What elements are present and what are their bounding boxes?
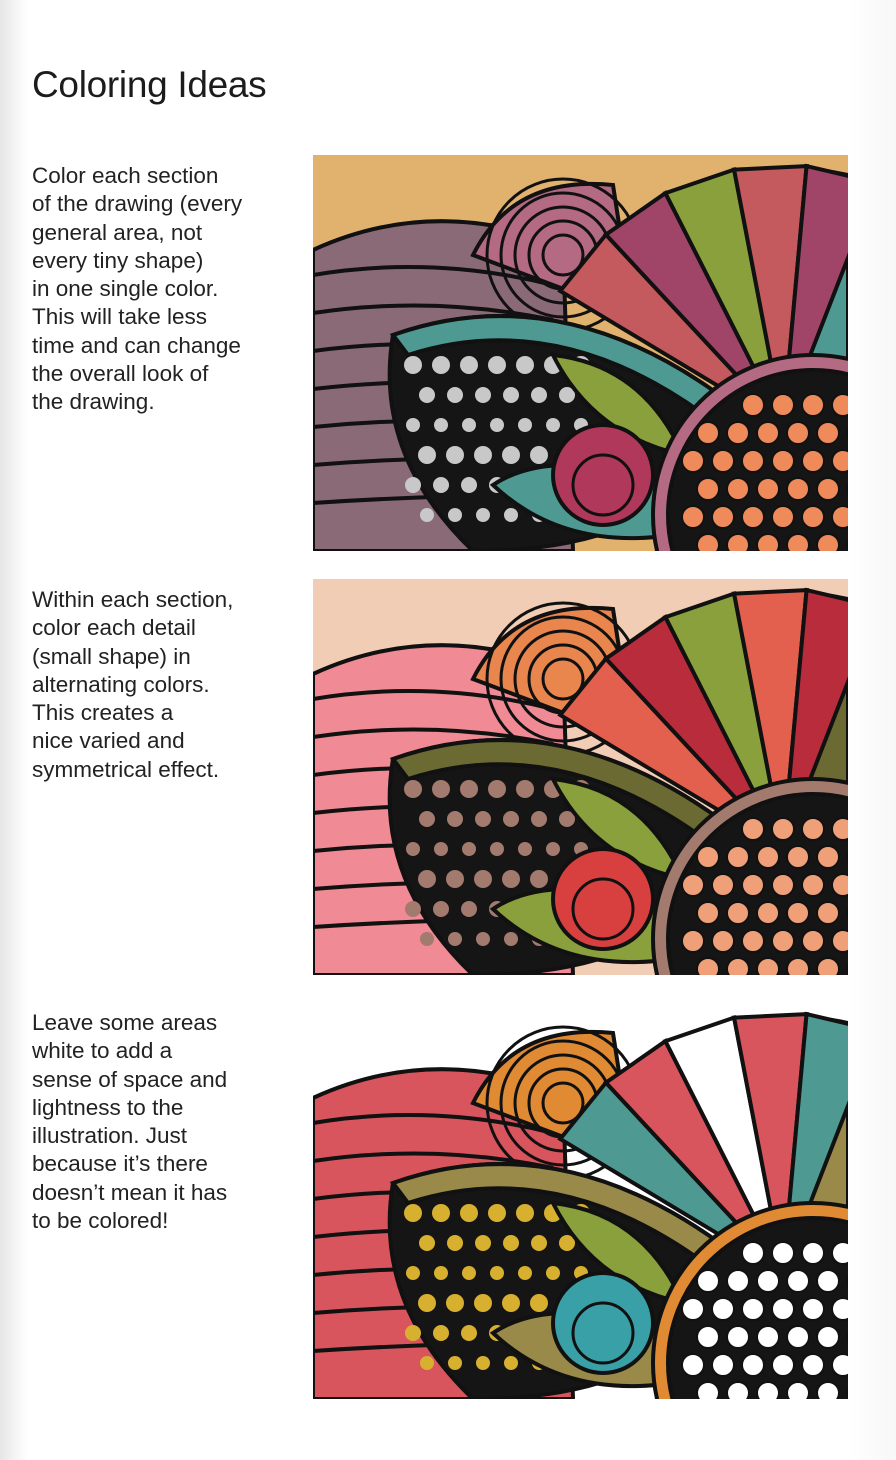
idea-text-leave-white: Leave some areas white to add a sense of space and lightness to the illustration. Just because it’s there doesn’t mean it has to be colored! — [32, 1010, 228, 1234]
illustration-alternating-colors — [313, 579, 848, 975]
page-edge-shadow — [0, 0, 28, 1460]
idea-text-alternating-colors: Within each section, color each detail (small shape) in alternating colors. This creates a nice varied and symmetrical effect. — [32, 587, 234, 782]
illustration-single-color — [313, 155, 848, 551]
page-title: Coloring Ideas — [32, 64, 267, 105]
idea-text-single-color: Color each section of the drawing (every general area, not every tiny shape) in one single color. This will take less time and can change the overall look of the drawing. — [32, 163, 243, 415]
illustration-leave-white — [313, 1003, 848, 1399]
page-edge-shadow-right — [848, 0, 896, 1460]
